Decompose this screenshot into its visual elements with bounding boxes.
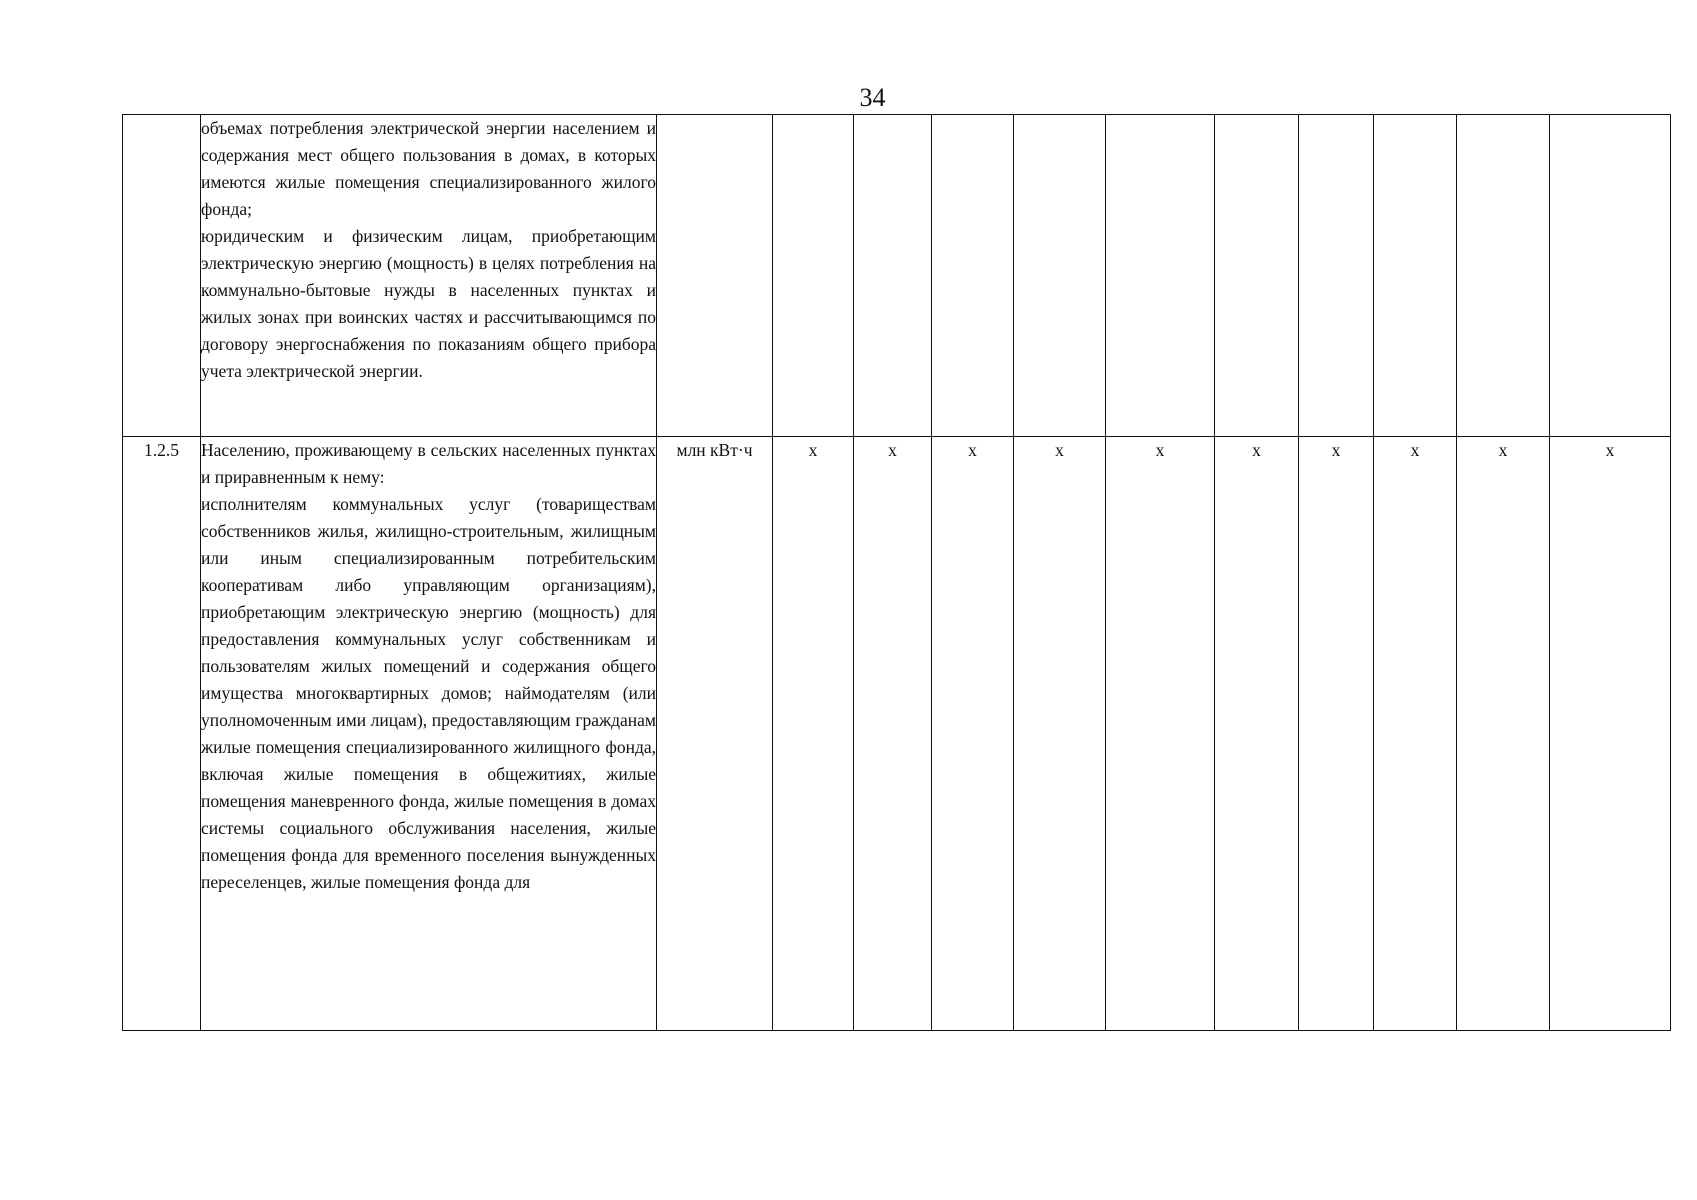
value-cell [1374, 115, 1457, 437]
tariff-table [122, 114, 1671, 1031]
value-cell [1014, 115, 1106, 437]
value-cell: х [1215, 437, 1299, 1031]
page-number: 34 [859, 83, 886, 112]
value-cell [854, 115, 932, 437]
description-paragraph: Населению, проживающему в сельских населенных пунктах и приравненным к нему: [201, 440, 656, 487]
value-cell: х [773, 437, 854, 1031]
value-cell: х [932, 437, 1014, 1031]
value-cell: х [1374, 437, 1457, 1031]
unit-cell [657, 115, 773, 437]
row-number: 1.2.5 [123, 437, 201, 1031]
row-number [123, 115, 201, 437]
value-cell [1299, 115, 1374, 437]
value-cell: х [1106, 437, 1215, 1031]
table-row [123, 115, 1671, 437]
value-cell [1550, 115, 1671, 437]
description-paragraph: объемах потребления электрической энергии населением и содержания мест общего пользования в домах, в которых имеются жилые помещения специализированного жилого фонда; [201, 118, 656, 219]
value-cell [1215, 115, 1299, 437]
value-cell: х [854, 437, 932, 1031]
row-description [201, 115, 657, 437]
value-cell: х [1299, 437, 1374, 1031]
value-cell: х [1550, 437, 1671, 1031]
value-cell [932, 115, 1014, 437]
value-cell [1457, 115, 1550, 437]
unit-cell: млн кВт·ч [657, 437, 773, 1031]
description-paragraph: юридическим и физическим лицам, приобретающим электрическую энергию (мощность) в целях потребления на коммунально-бытовые нужды в населенных пунктах и жилых зонах при воинских частях и рассчитывающимся по договору энергоснабжения по показаниям общего прибора учета электрической энергии. [201, 226, 656, 381]
table-row [123, 437, 1671, 1031]
value-cell [1106, 115, 1215, 437]
row-description [201, 437, 657, 1031]
value-cell [773, 115, 854, 437]
value-cell: х [1014, 437, 1106, 1031]
description-paragraph: исполнителям коммунальных услуг (товариществам собственников жилья, жилищно-строительным, жилищным или иным специализированным потребительским кооперативам либо управляющим организациям), приобретающим электрическую энергию (мощность) для предоставления коммунальных услуг собственникам и пользователям жилых помещений и содержания общего имущества многоквартирных домов; наймодателям (или уполномоченным ими лицам), предоставляющим гражданам жилые помещения специализированного жилищного фонда, включая жилые помещения в общежитиях, жилые помещения маневренного фонда, жилые помещения в домах системы социального обслуживания населения, жилые помещения фонда для временного поселения вынужденных переселенцев, жилые помещения фонда для [201, 494, 656, 892]
value-cell: х [1457, 437, 1550, 1031]
